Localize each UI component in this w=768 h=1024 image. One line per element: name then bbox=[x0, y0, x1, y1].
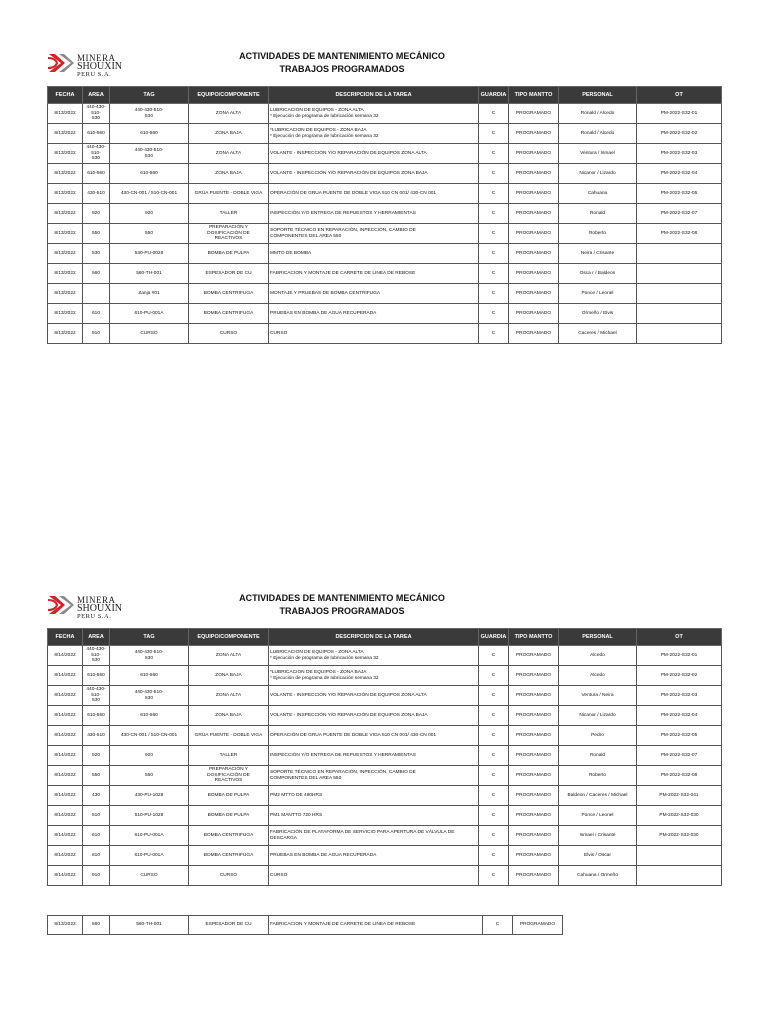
cell-tipo-mantto: PROGRAMADO bbox=[509, 666, 559, 686]
cell-guardia: C bbox=[479, 806, 509, 826]
cell-area: 920 bbox=[83, 204, 110, 224]
cell-guardia: C bbox=[479, 284, 509, 304]
table-row bbox=[48, 204, 722, 224]
cell-descripcion: PM1 MANTTO 720 HRS bbox=[269, 806, 479, 826]
cell-equipo: ZONA BAJA bbox=[189, 124, 269, 144]
table-row bbox=[48, 726, 722, 746]
cell-guardia: C bbox=[479, 224, 509, 244]
cell-equipo: BOMBA DE PULPA bbox=[189, 244, 269, 264]
cell-personal: Ponce / Leonel bbox=[559, 284, 637, 304]
cell-descripcion: FABRICACION Y MONTAJE DE CARRETE DE LINEA DE REBOSE bbox=[269, 264, 479, 284]
logo-mark-icon bbox=[47, 50, 75, 76]
cell-descripcion: CURSO bbox=[269, 866, 479, 886]
cell-tipo-mantto: PROGRAMADO bbox=[509, 124, 559, 144]
cell-personal: Elvis / Oscar bbox=[559, 846, 637, 866]
cell-area: 910 bbox=[83, 866, 110, 886]
cell-guardia: C bbox=[479, 866, 509, 886]
cell-ot: PM-2022-S32-05 bbox=[637, 184, 722, 204]
cell-tipo-mantto: PROGRAMADO bbox=[513, 916, 563, 935]
cell-personal: Roberto bbox=[559, 766, 637, 786]
cell-tipo-mantto: PROGRAMADO bbox=[509, 766, 559, 786]
cell-tipo-mantto: PROGRAMADO bbox=[509, 224, 559, 244]
col-header-ot: OT bbox=[637, 629, 722, 646]
cell-personal: Osca r / Baldeon bbox=[559, 264, 637, 284]
cell-ot bbox=[637, 304, 722, 324]
cell-descripcion: OPERACIÓN DE GRUA PUENTE DE DOBLE VIGA 510 CN 001/ 430-CN 001 bbox=[269, 726, 479, 746]
cell-tag: 610-PU-001A bbox=[110, 826, 189, 846]
cell-personal: Ventura / Ismael bbox=[559, 144, 637, 164]
cell-tipo-mantto: PROGRAMADO bbox=[509, 826, 559, 846]
report-title: ACTIVIDADES DE MANTENIMIENTO MECÁNICO bbox=[239, 593, 445, 603]
table-row bbox=[48, 224, 722, 244]
cell-fecha: 8/14/2022 bbox=[48, 686, 83, 706]
cell-tag: 430-PU-1028 bbox=[110, 786, 189, 806]
table-row bbox=[48, 866, 722, 886]
table-row bbox=[48, 324, 722, 344]
table-header bbox=[48, 87, 722, 104]
cell-fecha: 8/13/2022 bbox=[48, 224, 83, 244]
cell-equipo: ZONA ALTA bbox=[189, 646, 269, 666]
cell-equipo: PREPARACIÓN Y DOSIFICACIÓN DE REACTIVOS bbox=[189, 766, 269, 786]
cell-ot: PM-2022-S32-08 bbox=[637, 766, 722, 786]
activities-table bbox=[47, 628, 722, 886]
col-header-guardia: GUARDIA bbox=[479, 87, 509, 104]
logo-text-line2: SHOUXIN bbox=[77, 603, 122, 614]
col-header-tipo-mantto: TIPO MANTTO bbox=[509, 87, 559, 104]
cell-fecha: 8/14/2022 bbox=[48, 766, 83, 786]
cell-ot bbox=[637, 244, 722, 264]
cell-equipo: BOMBA DE PULPA bbox=[189, 786, 269, 806]
logo-text-line3: PERU S.A. bbox=[77, 71, 112, 78]
cell-descripcion: VOLANTE - INSPECCIÓN Y/O REPARACIÓN DE EQUIPOS ZONA BAJA bbox=[269, 164, 479, 184]
report-title: ACTIVIDADES DE MANTENIMIENTO MECÁNICO bbox=[239, 51, 445, 61]
cell-equipo: ZONA ALTA bbox=[189, 686, 269, 706]
cell-fecha: 8/13/2022 bbox=[48, 164, 83, 184]
cell-personal: Neira / Crisante bbox=[559, 244, 637, 264]
cell-area: 560 bbox=[83, 916, 110, 935]
cell-fecha: 8/13/2022 bbox=[48, 264, 83, 284]
cell-area: 440-430- 510- 530 bbox=[83, 104, 110, 124]
cell-descripcion: FABRICACION Y MONTAJE DE CARRETE DE LINEA DE REBOSE bbox=[269, 916, 483, 935]
cell-ot: PM-2022-S32-030 bbox=[637, 826, 722, 846]
cell-descripcion: PRUEBAS EN BOMBA DE AGUA RECUPERADA bbox=[269, 846, 479, 866]
table-row bbox=[48, 746, 722, 766]
cell-area: 530 bbox=[83, 244, 110, 264]
extra-activity-table bbox=[47, 915, 563, 935]
table-row bbox=[48, 806, 722, 826]
cell-area: 440-430- 510- 530 bbox=[83, 144, 110, 164]
logo-text-line2: SHOUXIN bbox=[77, 61, 122, 72]
cell-fecha: 8/14/2022 bbox=[48, 706, 83, 726]
table-row bbox=[48, 786, 722, 806]
cell-area: 920 bbox=[83, 746, 110, 766]
cell-ot bbox=[637, 846, 722, 866]
cell-tag: 920 bbox=[110, 746, 189, 766]
cell-fecha: 8/14/2022 bbox=[48, 866, 83, 886]
cell-descripcion: MONTAJE Y PRUEBAS DE BOMBA CENTRIFUGA bbox=[269, 284, 479, 304]
cell-personal: Caceres / Michael bbox=[559, 324, 637, 344]
cell-ot: PM-2022-S32-07 bbox=[637, 746, 722, 766]
cell-guardia: C bbox=[479, 304, 509, 324]
cell-area: 510 bbox=[83, 806, 110, 826]
cell-area: 440-430- 510- 530 bbox=[83, 686, 110, 706]
cell-descripcion: SOPORTE TÉCNICO EN REPARACIÓN, INPECCIÓN, CAMBIO DE COMPONENTES DEL AREA 550 bbox=[269, 224, 479, 244]
logo-text-line1: MINERA bbox=[77, 53, 116, 63]
table-row bbox=[48, 304, 722, 324]
cell-tag: 560-TH-001 bbox=[110, 916, 189, 935]
cell-guardia: C bbox=[479, 726, 509, 746]
cell-fecha: 8/14/2022 bbox=[48, 646, 83, 666]
table-row bbox=[48, 144, 722, 164]
cell-descripcion: VOLANTE - INSPECCIÓN Y/O REPARACIÓN DE EQUIPOS ZONA BAJA bbox=[269, 706, 479, 726]
cell-tipo-mantto: PROGRAMADO bbox=[509, 686, 559, 706]
cell-tipo-mantto: PROGRAMADO bbox=[509, 846, 559, 866]
table-body bbox=[48, 646, 722, 886]
cell-descripcion: VOLANTE - INSPECCIÓN Y/O REPARACIÓN DE EQUIPOS ZONA ALTA bbox=[269, 686, 479, 706]
cell-tipo-mantto: PROGRAMADO bbox=[509, 646, 559, 666]
cell-guardia: C bbox=[479, 846, 509, 866]
cell-equipo: BOMBA CENTRIFUGA bbox=[189, 846, 269, 866]
cell-descripcion: CURSO bbox=[269, 324, 479, 344]
cell-ot: PM-2022-S32-05 bbox=[637, 726, 722, 746]
report-sheet-day-1 bbox=[47, 46, 721, 344]
cell-tag: 530-PU-0028 bbox=[110, 244, 189, 264]
col-header-ot: OT bbox=[637, 87, 722, 104]
cell-tipo-mantto: PROGRAMADO bbox=[509, 304, 559, 324]
cell-equipo: PREPARACIÓN Y DOSIFICACIÓN DE REACTIVOS bbox=[189, 224, 269, 244]
cell-descripcion: *LUBRICACION DE EQUIPOS - ZONA BAJA * Ejecución de programa de lubricación semana 32 bbox=[269, 124, 479, 144]
cell-fecha: 8/14/2022 bbox=[48, 846, 83, 866]
cell-equipo: ZONA ALTA bbox=[189, 144, 269, 164]
cell-fecha: 8/14/2022 bbox=[48, 826, 83, 846]
cell-fecha: 8/14/2022 bbox=[48, 786, 83, 806]
cell-guardia: C bbox=[479, 124, 509, 144]
table-row bbox=[48, 916, 563, 935]
cell-guardia: C bbox=[479, 646, 509, 666]
col-header-area: AREA bbox=[83, 629, 110, 646]
cell-fecha: 8/14/2022 bbox=[48, 726, 83, 746]
col-header-descripcion: DESCRIPCION DE LA TAREA bbox=[269, 87, 479, 104]
cell-guardia: C bbox=[479, 746, 509, 766]
cell-equipo: GRÚA PUENTE - DOBLE VIGA bbox=[189, 726, 269, 746]
cell-fecha: 8/13/2022 bbox=[48, 244, 83, 264]
cell-area bbox=[83, 284, 110, 304]
cell-ot: PM-2022-S32-02 bbox=[637, 666, 722, 686]
report-subtitle: TRABAJOS PROGRAMADOS bbox=[279, 606, 405, 616]
cell-tag: 560-TH-001 bbox=[110, 264, 189, 284]
cell-equipo: ESPESADOR DE CU bbox=[189, 916, 269, 935]
logo-text-line3: PERU S.A. bbox=[77, 613, 112, 620]
extra-activity-row bbox=[47, 915, 563, 935]
cell-tipo-mantto: PROGRAMADO bbox=[509, 244, 559, 264]
cell-ot: PM-2022-S32-01 bbox=[637, 646, 722, 666]
cell-tipo-mantto: PROGRAMADO bbox=[509, 746, 559, 766]
cell-tag: 920 bbox=[110, 204, 189, 224]
report-header bbox=[47, 46, 721, 86]
cell-personal: Ismael / Crisante bbox=[559, 826, 637, 846]
cell-ot bbox=[637, 866, 722, 886]
report-titles bbox=[167, 592, 517, 618]
col-header-equipo: EQUIPO/COMPONENTE bbox=[189, 87, 269, 104]
report-titles bbox=[167, 50, 517, 76]
cell-area: 440-430- 510- 530 bbox=[83, 646, 110, 666]
cell-fecha: 8/13/2022 bbox=[48, 104, 83, 124]
cell-ot: PM-2022-S32-01 bbox=[637, 104, 722, 124]
company-logo bbox=[47, 48, 147, 80]
cell-guardia: C bbox=[479, 244, 509, 264]
cell-descripcion: LUBRICACION DE EQUIPOS - ZONA ALTA * Ejecución de programa de lubricación semana 32 bbox=[269, 104, 479, 124]
logo-text-line1: MINERA bbox=[77, 595, 116, 605]
table-row bbox=[48, 846, 722, 866]
cell-tipo-mantto: PROGRAMADO bbox=[509, 264, 559, 284]
cell-equipo: CURSO bbox=[189, 324, 269, 344]
cell-guardia: C bbox=[479, 264, 509, 284]
cell-equipo: CURSO bbox=[189, 866, 269, 886]
cell-area: 610-560 bbox=[83, 706, 110, 726]
table-row bbox=[48, 826, 722, 846]
col-header-equipo: EQUIPO/COMPONENTE bbox=[189, 629, 269, 646]
cell-equipo: TALLER bbox=[189, 746, 269, 766]
cell-descripcion: SOPORTE TÉCNICO EN REPARACIÓN, INPECCIÓN, CAMBIO DE COMPONENTES DEL AREA 550 bbox=[269, 766, 479, 786]
cell-personal: Nicanor / Lizardo bbox=[559, 164, 637, 184]
cell-tag: 610-560 bbox=[110, 124, 189, 144]
table-row bbox=[48, 104, 722, 124]
table-row bbox=[48, 706, 722, 726]
col-header-personal: PERSONAL bbox=[559, 87, 637, 104]
cell-fecha: 8/14/2022 bbox=[48, 746, 83, 766]
cell-descripcion: MMTO DE BOMBA bbox=[269, 244, 479, 264]
cell-ot: PM-2022-S32-07 bbox=[637, 204, 722, 224]
cell-fecha: 8/13/2022 bbox=[48, 284, 83, 304]
cell-tag: 610-560 bbox=[110, 164, 189, 184]
cell-guardia: C bbox=[479, 204, 509, 224]
table-row bbox=[48, 124, 722, 144]
cell-tipo-mantto: PROGRAMADO bbox=[509, 184, 559, 204]
cell-ot: PM-2022-S32-030 bbox=[637, 806, 722, 826]
report-header bbox=[47, 588, 721, 628]
cell-tag: 550 bbox=[110, 766, 189, 786]
cell-equipo: GRÚA PUENTE - DOBLE VIGA bbox=[189, 184, 269, 204]
cell-guardia: C bbox=[479, 666, 509, 686]
cell-fecha: 8/13/2022 bbox=[48, 144, 83, 164]
cell-guardia: C bbox=[479, 686, 509, 706]
cell-guardia: C bbox=[483, 916, 513, 935]
cell-guardia: C bbox=[479, 786, 509, 806]
col-header-descripcion: DESCRIPCION DE LA TAREA bbox=[269, 629, 479, 646]
cell-guardia: C bbox=[479, 104, 509, 124]
cell-tipo-mantto: PROGRAMADO bbox=[509, 144, 559, 164]
cell-ot: PM-2022-S32-08 bbox=[637, 224, 722, 244]
cell-ot: PM-2022-S32-02 bbox=[637, 124, 722, 144]
cell-tag: 610-PU-001A bbox=[110, 304, 189, 324]
cell-fecha: 8/13/2022 bbox=[48, 124, 83, 144]
report-sheet-day-2 bbox=[47, 588, 721, 886]
col-header-guardia: GUARDIA bbox=[479, 629, 509, 646]
cell-area: 610 bbox=[83, 846, 110, 866]
cell-guardia: C bbox=[479, 766, 509, 786]
cell-guardia: C bbox=[479, 324, 509, 344]
cell-fecha: 8/13/2022 bbox=[48, 304, 83, 324]
cell-fecha: 8/14/2022 bbox=[48, 806, 83, 826]
cell-equipo: BOMBA CENTRIFUGA bbox=[189, 304, 269, 324]
cell-descripcion: INSPECCIÓN Y/O ENTREGA DE REPUESTOS Y HERRAMIENTAS bbox=[269, 746, 479, 766]
cell-tipo-mantto: PROGRAMADO bbox=[509, 866, 559, 886]
cell-tag: CURSO bbox=[110, 324, 189, 344]
cell-fecha: 8/13/2022 bbox=[48, 324, 83, 344]
cell-personal: Pedro bbox=[559, 726, 637, 746]
cell-equipo: ZONA BAJA bbox=[189, 706, 269, 726]
cell-fecha: 8/14/2022 bbox=[48, 666, 83, 686]
cell-tag: 430-CN-001 / 510-CN-001 bbox=[110, 726, 189, 746]
cell-area: 430-510 bbox=[83, 726, 110, 746]
cell-tag: 440-430-510- 530 bbox=[110, 686, 189, 706]
cell-tipo-mantto: PROGRAMADO bbox=[509, 786, 559, 806]
table-row bbox=[48, 666, 722, 686]
table-row bbox=[48, 244, 722, 264]
cell-personal: Ronald bbox=[559, 204, 637, 224]
cell-personal: Alcedo bbox=[559, 666, 637, 686]
cell-tag: 610-560 bbox=[110, 706, 189, 726]
cell-area: 610-560 bbox=[83, 124, 110, 144]
table-row bbox=[48, 164, 722, 184]
cell-equipo: BOMBA CENTRIFUGA bbox=[189, 284, 269, 304]
cell-tipo-mantto: PROGRAMADO bbox=[509, 284, 559, 304]
cell-descripcion: OPERACIÓN DE GRUA PUENTE DE DOBLE VIGA 510 CN 001/ 430-CN 001 bbox=[269, 184, 479, 204]
cell-equipo: BOMBA CENTRIFUGA bbox=[189, 826, 269, 846]
cell-equipo: ESPESADOR DE CU bbox=[189, 264, 269, 284]
cell-personal: Roberto bbox=[559, 224, 637, 244]
cell-area: 910 bbox=[83, 324, 110, 344]
cell-equipo: BOMBA DE PULPA bbox=[189, 806, 269, 826]
table-row bbox=[48, 646, 722, 666]
cell-tipo-mantto: PROGRAMADO bbox=[509, 164, 559, 184]
col-header-fecha: FECHA bbox=[48, 629, 83, 646]
cell-tag: 610-560 bbox=[110, 666, 189, 686]
cell-tipo-mantto: PROGRAMADO bbox=[509, 324, 559, 344]
cell-ot: PM-2022-S32-04 bbox=[637, 164, 722, 184]
cell-tipo-mantto: PROGRAMADO bbox=[509, 104, 559, 124]
cell-tipo-mantto: PROGRAMADO bbox=[509, 726, 559, 746]
cell-area: 430-510 bbox=[83, 184, 110, 204]
table-body bbox=[48, 104, 722, 344]
company-logo bbox=[47, 590, 147, 622]
cell-area: 560 bbox=[83, 264, 110, 284]
cell-descripcion: LUBRICACION DE EQUIPOS - ZONA ALTA * Ejecución de programa de lubricación semana 32 bbox=[269, 646, 479, 666]
cell-ot bbox=[637, 284, 722, 304]
cell-fecha: 8/13/2022 bbox=[48, 184, 83, 204]
cell-tag: 440-430-510- 530 bbox=[110, 646, 189, 666]
cell-area: 610-560 bbox=[83, 666, 110, 686]
cell-tag: 610-PU-001A bbox=[110, 846, 189, 866]
col-header-tag: TAG bbox=[110, 87, 189, 104]
cell-personal: Baldeon / Caceres / Michael bbox=[559, 786, 637, 806]
cell-area: 550 bbox=[83, 224, 110, 244]
cell-guardia: C bbox=[479, 164, 509, 184]
cell-ot: PM-2022-S32-04 bbox=[637, 706, 722, 726]
cell-guardia: C bbox=[479, 184, 509, 204]
cell-ot: PM-2022-S32-041 bbox=[637, 786, 722, 806]
cell-descripcion: PRUEBAS EN BOMBA DE AGUA RECUPERADA bbox=[269, 304, 479, 324]
cell-equipo: TALLER bbox=[189, 204, 269, 224]
col-header-personal: PERSONAL bbox=[559, 629, 637, 646]
col-header-tag: TAG bbox=[110, 629, 189, 646]
cell-equipo: ZONA ALTA bbox=[189, 104, 269, 124]
cell-descripcion: PM2 MTTO DE 480HRS bbox=[269, 786, 479, 806]
cell-area: 550 bbox=[83, 766, 110, 786]
table-header bbox=[48, 629, 722, 646]
cell-personal: Alcedo bbox=[559, 646, 637, 666]
cell-personal: Ronald bbox=[559, 746, 637, 766]
cell-tag: 510-PU-1028 bbox=[110, 806, 189, 826]
cell-tipo-mantto: PROGRAMADO bbox=[509, 706, 559, 726]
col-header-tipo-mantto: TIPO MANTTO bbox=[509, 629, 559, 646]
cell-tag: 440-430-510- 530 bbox=[110, 104, 189, 124]
cell-tag: CURSO bbox=[110, 866, 189, 886]
cell-personal: Ronald / Alcedo bbox=[559, 124, 637, 144]
cell-equipo: ZONA BAJA bbox=[189, 164, 269, 184]
table-row bbox=[48, 766, 722, 786]
table-row bbox=[48, 264, 722, 284]
cell-guardia: C bbox=[479, 706, 509, 726]
cell-fecha: 8/13/2022 bbox=[48, 204, 83, 224]
cell-tag: 550 bbox=[110, 224, 189, 244]
table-row bbox=[48, 184, 722, 204]
col-header-area: AREA bbox=[83, 87, 110, 104]
cell-guardia: C bbox=[479, 144, 509, 164]
cell-personal: Ormeño / Elvis bbox=[559, 304, 637, 324]
cell-tag: Zanja #01 bbox=[110, 284, 189, 304]
cell-ot bbox=[637, 324, 722, 344]
table-row bbox=[48, 686, 722, 706]
logo-mark-icon bbox=[47, 592, 75, 618]
cell-ot: PM-2022-S32-03 bbox=[637, 144, 722, 164]
cell-descripcion: INSPECCIÓN Y/O ENTREGA DE REPUESTOS Y HERRAMIENTAS bbox=[269, 204, 479, 224]
activities-table bbox=[47, 86, 722, 344]
cell-descripcion: *LUBRICACION DE EQUIPOS - ZONA BAJA * Ejecución de programa de lubricación semana 32 bbox=[269, 666, 479, 686]
cell-fecha: 8/13/2022 bbox=[48, 916, 83, 935]
cell-tag: 440-430-510- 530 bbox=[110, 144, 189, 164]
table-row bbox=[48, 284, 722, 304]
cell-area: 610 bbox=[83, 304, 110, 324]
cell-personal: Cahuana bbox=[559, 184, 637, 204]
cell-area: 610-560 bbox=[83, 164, 110, 184]
col-header-fecha: FECHA bbox=[48, 87, 83, 104]
cell-personal: Ponce / Leonel bbox=[559, 806, 637, 826]
cell-descripcion: VOLANTE - INSPECCIÓN Y/O REPARACIÓN DE EQUIPOS ZONA ALTA bbox=[269, 144, 479, 164]
report-subtitle: TRABAJOS PROGRAMADOS bbox=[279, 64, 405, 74]
cell-ot bbox=[637, 264, 722, 284]
cell-tipo-mantto: PROGRAMADO bbox=[509, 204, 559, 224]
cell-tag: 430-CN-001 / 510-CN-001 bbox=[110, 184, 189, 204]
cell-area: 430 bbox=[83, 786, 110, 806]
cell-personal: Ventura / Neira bbox=[559, 686, 637, 706]
cell-guardia: C bbox=[479, 826, 509, 846]
cell-personal: Nicanor / Lizardo bbox=[559, 706, 637, 726]
cell-descripcion: FABRICACIÓN DE PLATAFORMA DE SERVICIO PARA APERTURA DE VÁLVULA DE DESCARGA bbox=[269, 826, 479, 846]
cell-ot: PM-2022-S32-03 bbox=[637, 686, 722, 706]
cell-area: 610 bbox=[83, 826, 110, 846]
cell-personal: Cahuana / Ormeño bbox=[559, 866, 637, 886]
cell-personal: Ronald / Alcedo bbox=[559, 104, 637, 124]
cell-equipo: ZONA BAJA bbox=[189, 666, 269, 686]
cell-tipo-mantto: PROGRAMADO bbox=[509, 806, 559, 826]
